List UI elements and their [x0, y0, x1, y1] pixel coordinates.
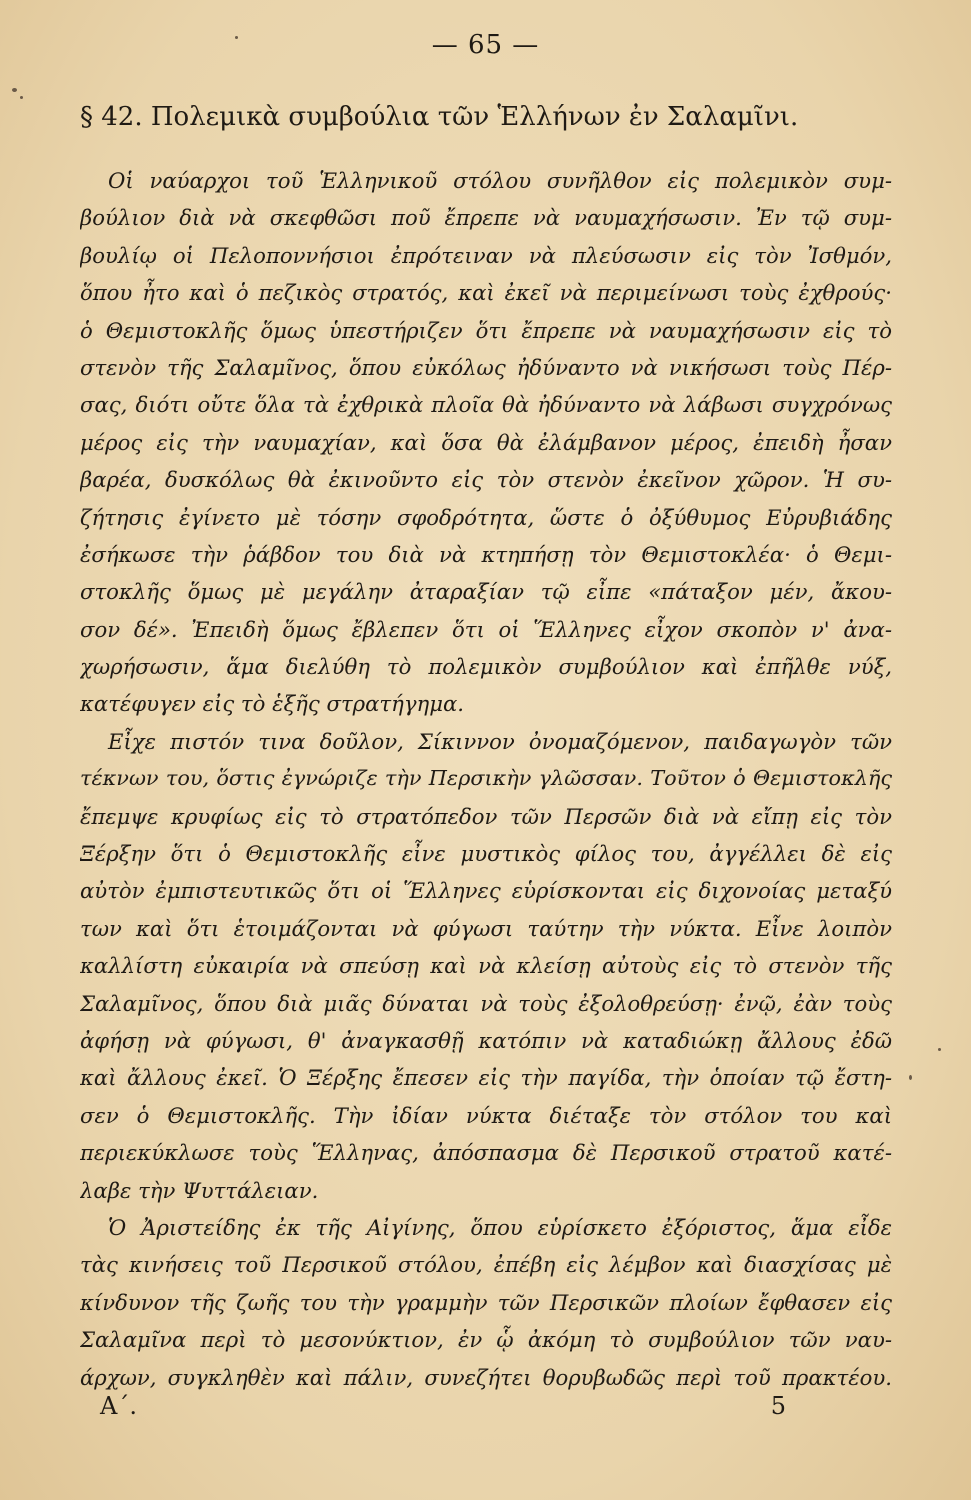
text-line: βαρέα, δυσκόλως θὰ ἐκινοῦντο εἰς τὸν στενὸν ἐκεῖνον χῶρον. Ἡ συ-: [80, 467, 892, 493]
text-line: ζήτησις ἐγίνετο μὲ τόσην σφοδρότητα, ὥστε ὁ ὀξύθυμος Εὐρυβιάδης: [80, 504, 892, 530]
text-line: στοκλῆς ὅμως μὲ μεγάλην ἀταραξίαν τῷ εἶπε «πάταξον μέν, ἄκου-: [80, 579, 892, 605]
text-line: λαβε τὴν Ψυττάλειαν.: [80, 1177, 319, 1203]
text-line: άρχων, συγκληθὲν καὶ πάλιν, συνεζήτει θορυβωδῶς περὶ τοῦ πρακτέου.: [80, 1364, 892, 1390]
text-line: τέκνων του, ὅστις ἐγνώριζε τὴν Περσικὴν γλῶσσαν. Τοῦτον ὁ Θεμιστοκλῆς: [80, 766, 892, 791]
text-line: βουλίῳ οἱ Πελοποννήσιοι ἐπρότειναν νὰ πλεύσωσιν εἰς τὸν Ἰσθμόν,: [80, 242, 892, 268]
text-line: περιεκύκλωσε τοὺς Ἕλληνας, ἀπόσπασμα δὲ Περσικοῦ στρατοῦ κατέ-: [80, 1140, 892, 1166]
paper-speck: [235, 36, 238, 39]
text-line: ὁ Θεμιστοκλῆς ὅμως ὑπεστήριζεν ὅτι ἔπρεπε νὰ ναυμαχήσωσιν εἰς τὸ: [80, 317, 892, 343]
text-line: σον δέ». Ἐπειδὴ ὅμως ἔβλεπεν ὅτι οἱ Ἕλληνες εἶχον σκοπὸν ν' ἀνα-: [80, 616, 892, 642]
body-text: [80, 162, 892, 1396]
text-line: ἀφήσῃ νὰ φύγωσι, θ' ἀναγκασθῇ κατόπιν νὰ καταδιώκῃ ἄλλους ἐδῶ: [80, 1027, 892, 1053]
text-line: κατέφυγεν εἰς τὸ ἑξῆς στρατήγημα.: [80, 691, 465, 717]
paper-speck: [909, 1075, 912, 1080]
signature-mark: Α΄.: [100, 1392, 137, 1420]
text-line: ἐσήκωσε τὴν ῥάβδον του διὰ νὰ κτηπήσῃ τὸν Θεμιστοκλέα· ὁ Θεμι-: [80, 541, 892, 567]
text-line: Σαλαμῖνος, ὅπου διὰ μιᾶς δύναται νὰ τοὺς ἐξολοθρεύσῃ· ἐνῷ, ἐὰν τοὺς: [80, 990, 892, 1016]
text-line: τὰς κινήσεις τοῦ Περσικοῦ στόλου, ἐπέβη εἰς λέμβον καὶ διασχίσας μὲ: [80, 1252, 892, 1278]
text-line: Σαλαμῖνα περὶ τὸ μεσονύκτιον, ἐν ᾧ ἀκόμη τὸ συμβούλιον τῶν ναυ-: [80, 1327, 892, 1353]
text-line: καλλίστη εὐκαιρία νὰ σπεύσῃ καὶ νὰ κλείσῃ αὐτοὺς εἰς τὸ στενὸν τῆς: [80, 953, 892, 979]
text-line: μέρος εἰς τὴν ναυμαχίαν, καὶ ὅσα θὰ ἐλάμβανον μέρος, ἐπειδὴ ἦσαν: [80, 429, 892, 455]
text-line: Ὁ Ἀριστείδης ἐκ τῆς Αἰγίνης, ὅπου εὑρίσκετο ἐξόριστος, ἅμα εἶδε: [108, 1214, 892, 1240]
text-line: ὅπου ἦτο καὶ ὁ πεζικὸς στρατός, καὶ ἐκεῖ νὰ περιμείνωσι τοὺς ἐχθρούς·: [80, 280, 892, 306]
text-line: αὐτὸν ἐμπιστευτικῶς ὅτι οἱ Ἕλληνες εὑρίσκονται εἰς διχονοίας μεταξύ: [80, 878, 892, 904]
sheet-number: 5: [770, 1392, 786, 1420]
text-line: σας, διότι οὔτε ὅλα τὰ ἐχθρικὰ πλοῖα θὰ ἠδύναντο νὰ λάβωσι συγχρόνως: [80, 392, 892, 418]
text-line: των καὶ ὅτι ἑτοιμάζονται νὰ φύγωσι ταύτην τὴν νύκτα. Εἶνε λοιπὸν: [80, 915, 892, 941]
paper-speck: [938, 1048, 941, 1051]
text-line: ἔπεμψε κρυφίως εἰς τὸ στρατόπεδον τῶν Περσῶν διὰ νὰ εἴπῃ εἰς τὸν: [80, 803, 892, 829]
text-line: χωρήσωσιν, ἅμα διελύθη τὸ πολεμικὸν συμβούλιον καὶ ἐπῆλθε νύξ,: [80, 654, 892, 680]
text-line: στενὸν τῆς Σαλαμῖνος, ὅπου εὐκόλως ἠδύναντο νὰ νικήσωσι τοὺς Πέρ-: [80, 354, 892, 380]
text-line: βούλιον διὰ νὰ σκεφθῶσι ποῦ ἔπρεπε νὰ ναυμαχήσωσιν. Ἐν τῷ συμ-: [80, 205, 892, 231]
paper-speck: [12, 88, 17, 92]
text-line: σεν ὁ Θεμιστοκλῆς. Τὴν ἰδίαν νύκτα διέταξε τὸν στόλον του καὶ: [80, 1102, 892, 1128]
page-number: — 65 —: [431, 30, 540, 60]
section-heading: § 42. Πολεμικὰ συμβούλια τῶν Ἑλλήνων ἐν Σαλαμῖνι.: [80, 102, 799, 132]
text-line: κίνδυνον τῆς ζωῆς του τὴν γραμμὴν τῶν Περσικῶν πλοίων ἔφθασεν εἰς: [80, 1289, 892, 1315]
text-line: Οἱ ναύαρχοι τοῦ Ἑλληνικοῦ στόλου συνῆλθον εἰς πολεμικὸν συμ-: [108, 168, 892, 193]
text-line: Εἶχε πιστόν τινα δοῦλον, Σίκιννον ὀνομαζόμενον, παιδαγωγὸν τῶν: [108, 728, 892, 754]
text-line: Ξέρξην ὅτι ὁ Θεμιστοκλῆς εἶνε μυστικὸς φίλος του, ἀγγέλλει δὲ εἰς: [80, 841, 892, 867]
text-line: καὶ ἄλλους ἐκεῖ. Ὁ Ξέρξης ἔπεσεν εἰς τὴν παγίδα, τὴν ὁποίαν τῷ ἔστη-: [80, 1065, 892, 1091]
paper-speck: [20, 96, 23, 99]
